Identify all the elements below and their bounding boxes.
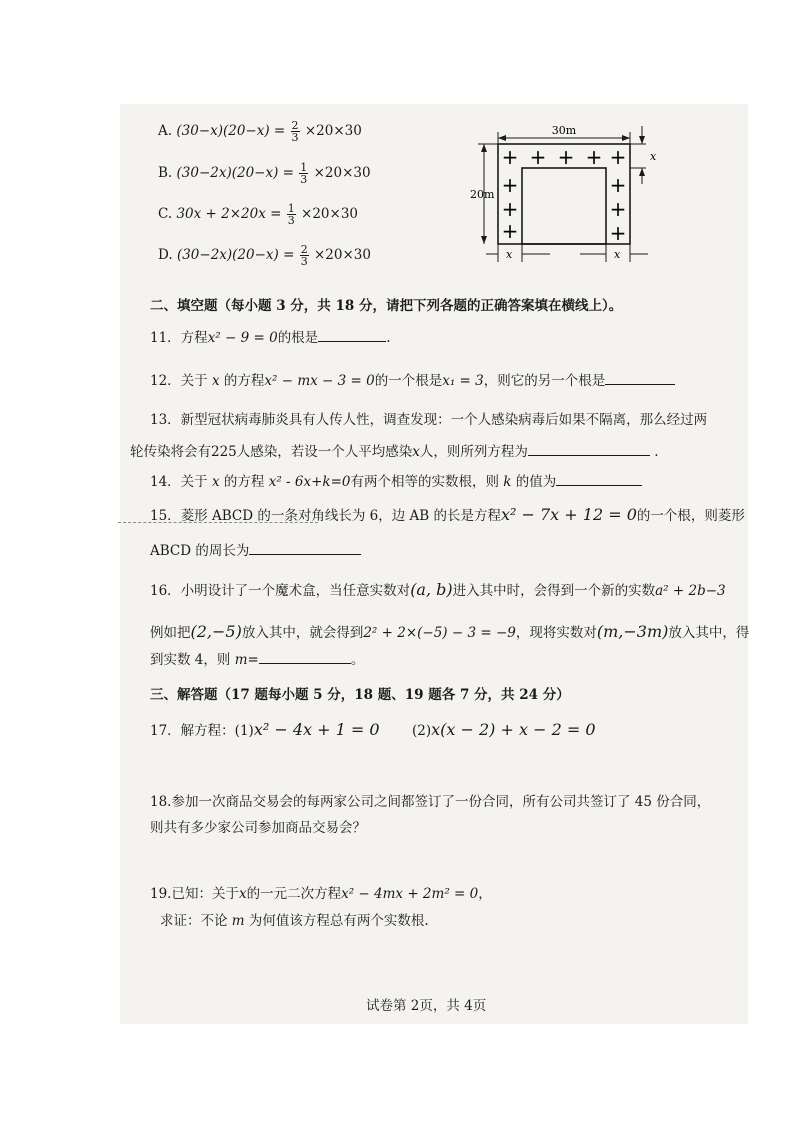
option-rhs: ×20×30 <box>304 123 362 139</box>
plus-icon: + <box>609 173 627 197</box>
x-label-bottom-left: x <box>506 248 513 261</box>
frac-num: 1 <box>287 202 295 215</box>
plus-icon: + <box>501 145 519 169</box>
option-d[interactable] <box>158 244 371 267</box>
plus-icon: + <box>609 197 627 221</box>
q14-answer-blank[interactable] <box>556 471 642 486</box>
plus-icon: + <box>609 221 627 245</box>
arrow-left-icon <box>498 135 506 141</box>
q14-mid1: 的方程 <box>223 474 265 490</box>
inner-rect <box>522 168 606 244</box>
frac-den: 3 <box>300 173 308 186</box>
q13-var: x <box>412 444 420 460</box>
q16-end: 。 <box>350 652 365 668</box>
arrow-down-icon <box>639 136 645 144</box>
q15-text-a: 15．菱形 ABCD 的一条对角线长为 6，边 AB 的长是方程 <box>150 508 501 524</box>
q13-text-b: 人，则所列方程为 <box>419 444 528 460</box>
question-14 <box>150 471 642 492</box>
arrow-down-icon <box>481 236 487 244</box>
question-19-line-1 <box>150 884 492 904</box>
option-b[interactable] <box>158 162 371 185</box>
q17-prefix: 17．解方程：(1) <box>150 723 254 739</box>
q12-root: x₁ = 3 <box>442 373 484 389</box>
option-c[interactable] <box>158 203 358 226</box>
garden-diagram <box>470 118 666 266</box>
q19-text-d: 求证：不论 <box>160 913 228 929</box>
q19-text-c: ， <box>478 886 492 902</box>
question-15-line-2 <box>150 540 361 561</box>
section-2-title: 二、填空题（每小题 3 分，共 18 分，请把下列各题的正确答案填在横线上）。 <box>150 298 623 314</box>
x-label-bottom-right: x <box>614 248 621 261</box>
q11-equation: x² − 9 = 0 <box>207 330 278 346</box>
frac-num: 2 <box>300 243 308 256</box>
question-12 <box>150 370 675 391</box>
x-label-right: x <box>650 150 657 163</box>
q17-part2-label: (2) <box>412 723 432 739</box>
arrow-up-icon <box>481 144 487 152</box>
width-label: 30m <box>551 124 577 137</box>
option-rhs: ×20×30 <box>314 247 371 263</box>
q11-prefix: 11．方程 <box>150 330 208 346</box>
frac-num: 2 <box>291 119 299 132</box>
frac-num: 1 <box>300 161 308 174</box>
plus-icon: + <box>557 145 575 169</box>
option-rhs: ×20×30 <box>301 206 358 222</box>
question-17-part-2 <box>412 720 596 741</box>
q19-text-e: 为何值该方程总有两个实数根. <box>248 913 429 929</box>
plus-icon: + <box>501 197 519 221</box>
q13-end: . <box>654 444 659 460</box>
q14-equation: x² - 6x+k=0 <box>268 474 351 490</box>
plus-icon: + <box>585 145 603 169</box>
q12-mid2: 的一个根是 <box>374 373 443 389</box>
fraction <box>300 244 309 267</box>
option-lhs: (30−2x)(20−x) = <box>176 247 295 263</box>
question-13-line-2 <box>130 441 659 462</box>
q15-answer-blank[interactable] <box>249 540 361 555</box>
question-19-line-2 <box>160 911 429 931</box>
q14-var: x <box>211 474 220 490</box>
frac-den: 3 <box>291 131 299 144</box>
question-18-line-2: 则共有多少家公司参加商品交易会？ <box>150 820 366 836</box>
q16-pair1: (a, b) <box>410 580 453 599</box>
q11-answer-blank[interactable] <box>318 327 386 342</box>
question-18-line-1: 18.参加一次商品交易会的每两家公司之间都签订了一份合同，所有公司共签订了 45 份合同， <box>150 794 711 810</box>
option-letter: B. <box>158 165 173 181</box>
q11-suffix: 的根是 <box>277 330 319 346</box>
plus-icon: + <box>501 219 519 243</box>
q13-answer-blank[interactable] <box>528 441 650 456</box>
q16-m: m <box>234 652 248 668</box>
option-letter: C. <box>158 206 173 222</box>
page-footer: 试卷第 2页，共 4页 <box>366 998 487 1014</box>
q19-m: m <box>231 913 245 929</box>
q16-pair2: (2,−5) <box>190 622 242 641</box>
q12-suffix: ，则它的另一个根是 <box>483 373 606 389</box>
option-lhs: (30−x)(20−x) = <box>176 123 286 139</box>
q16-calculation: 2² + 2×(−5) − 3 = −9 <box>363 625 516 641</box>
q16-answer-blank[interactable] <box>259 649 351 664</box>
arrow-up-icon <box>639 168 645 176</box>
q12-answer-blank[interactable] <box>605 370 675 385</box>
q15-equation: x² − 7x + 12 = 0 <box>500 505 637 524</box>
option-a[interactable] <box>158 120 362 143</box>
question-11 <box>150 327 390 348</box>
option-letter: A. <box>158 123 173 139</box>
plus-icon: + <box>609 145 627 169</box>
q16-text-g: 到实数 4，则 <box>150 652 231 668</box>
option-letter: D. <box>158 247 173 263</box>
q16-equals: = <box>247 652 259 668</box>
q16-text-f: 放入其中，得 <box>668 625 750 641</box>
q11-end: . <box>386 330 391 346</box>
plus-icon: + <box>501 173 519 197</box>
q15-text-c: ABCD 的周长为 <box>150 543 250 559</box>
q12-prefix: 12．关于 <box>150 373 208 389</box>
question-17 <box>150 720 380 741</box>
question-13-line-1: 13．新型冠状病毒肺炎具有人传人性，调查发现：一个人感染病毒后如果不隔离，那么经过两 <box>150 412 708 428</box>
plus-icon: + <box>529 145 547 169</box>
q16-text-c: 例如把 <box>150 625 191 641</box>
q16-pair3: (m,−3m) <box>596 622 669 641</box>
option-lhs: (30−2x)(20−x) = <box>176 165 294 181</box>
q12-var: x <box>211 373 220 389</box>
q16-text-d: 放入其中，就会得到 <box>241 625 364 641</box>
frac-den: 3 <box>300 255 308 268</box>
q12-mid1: 的方程 <box>223 373 265 389</box>
q17-equation-1: x² − 4x + 1 = 0 <box>253 720 380 739</box>
height-label: 20m <box>470 188 495 201</box>
q14-suffix: 的值为 <box>515 474 557 490</box>
q12-equation: x² − mx − 3 = 0 <box>264 373 375 389</box>
q15-text-b: 的一个根，则菱形 <box>636 508 745 524</box>
arrow-right-icon <box>622 135 630 141</box>
frac-den: 3 <box>287 214 295 227</box>
q16-expression: a² + 2b−3 <box>655 583 726 599</box>
q17-equation-2: x(x − 2) + x − 2 = 0 <box>431 720 596 739</box>
q14-k: k <box>503 474 512 490</box>
question-16-line-2 <box>150 622 749 643</box>
q16-text-a: 16．小明设计了一个魔术盒，当任意实数对 <box>150 583 411 599</box>
q19-equation: x² − 4mx + 2m² = 0 <box>341 886 479 902</box>
q14-prefix: 14．关于 <box>150 474 208 490</box>
q14-mid2: 有两个相等的实数根，则 <box>350 474 499 490</box>
q19-var: x <box>238 886 247 902</box>
fraction <box>299 162 308 185</box>
plus-signs <box>502 145 627 245</box>
q19-text-b: 的一元二次方程 <box>246 886 342 902</box>
question-16-line-1 <box>150 580 726 601</box>
scan-artifact-line <box>118 522 318 523</box>
q16-text-b: 进入其中时，会得到一个新的实数 <box>452 583 656 599</box>
fraction <box>287 203 296 226</box>
option-lhs: 30x + 2×20x = <box>176 206 282 222</box>
section-3-title: 三、解答题（17 题每小题 5 分，18 题、19 题各 7 分，共 24 分） <box>150 687 570 703</box>
question-16-line-3 <box>150 649 364 670</box>
fraction <box>291 120 300 143</box>
option-rhs: ×20×30 <box>313 165 371 181</box>
q19-text-a: 19.已知：关于 <box>150 886 239 902</box>
q13-text-a: 轮传染将会有225人感染，若设一个人平均感染 <box>130 444 413 460</box>
q16-text-e: ，现将实数对 <box>515 625 597 641</box>
